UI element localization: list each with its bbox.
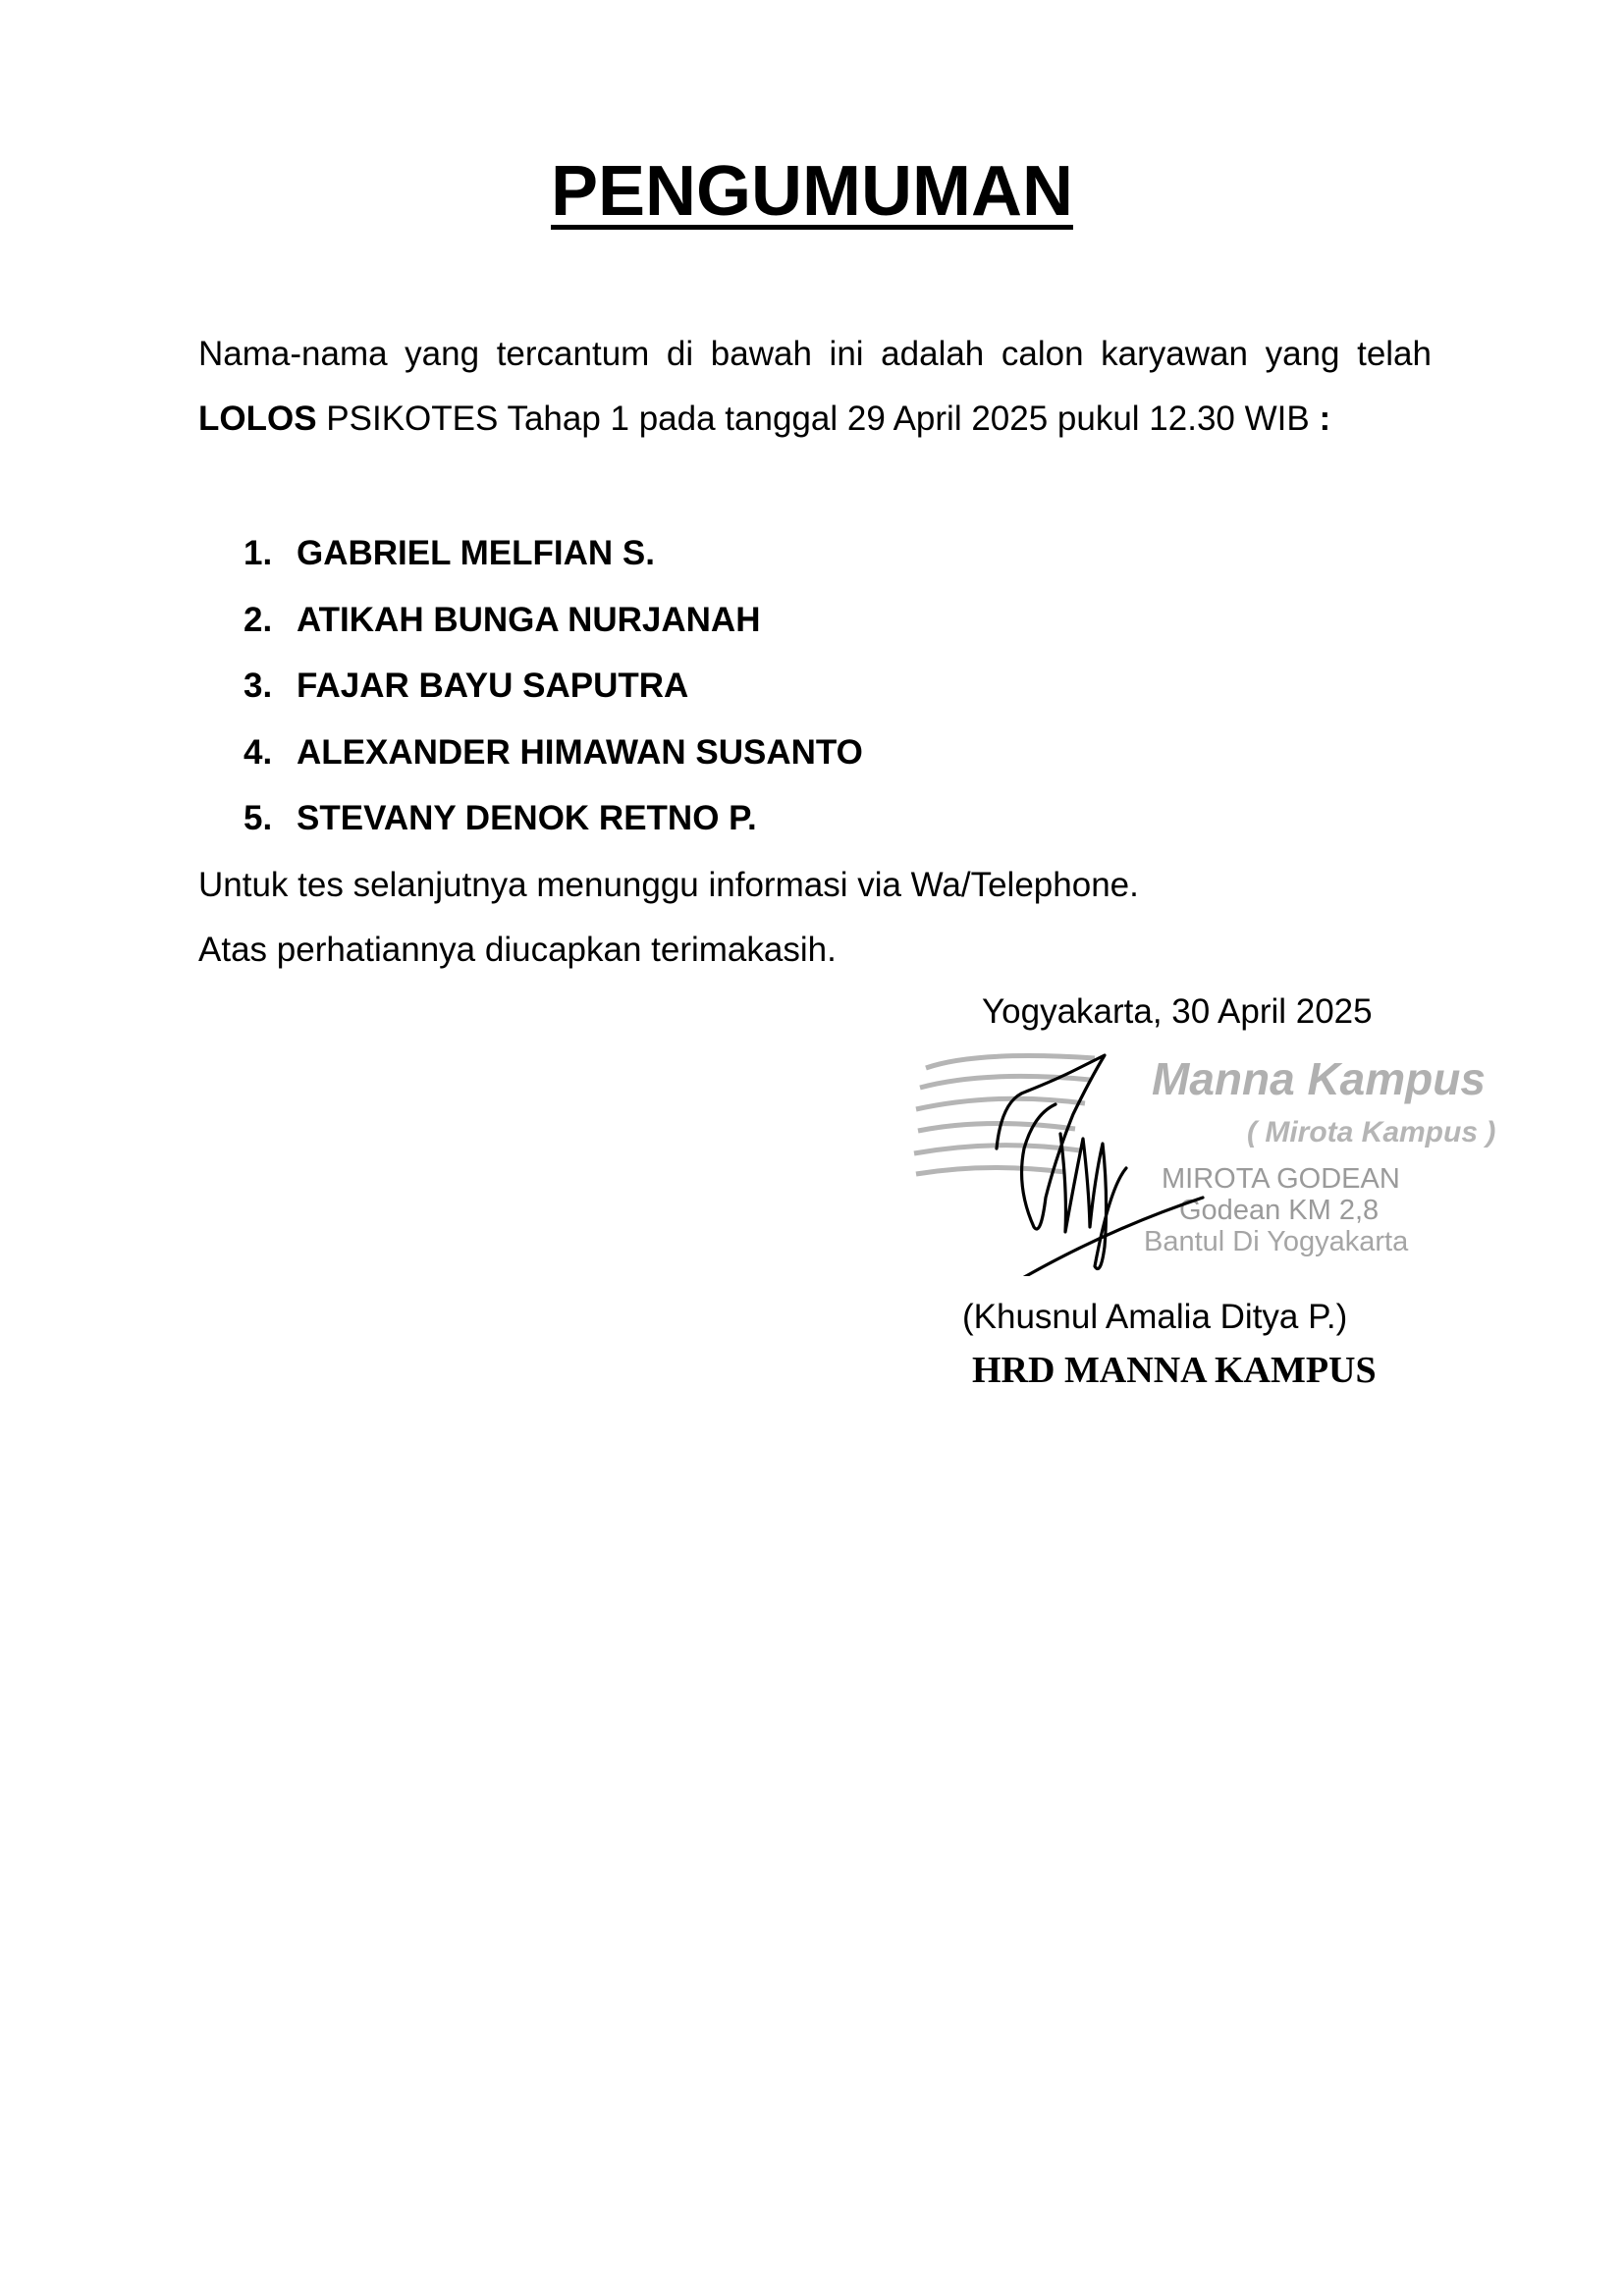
stamp-line-2: ( Mirota Kampus ): [1247, 1116, 1496, 1148]
intro-bold-status: LOLOS: [198, 400, 317, 438]
list-item-number: 1.: [244, 534, 273, 572]
stamp-line-1: Manna Kampus: [1152, 1053, 1486, 1104]
intro-paragraph: [198, 322, 1432, 452]
company-stamp: [908, 1041, 1517, 1276]
organization-name: HRD MANNA KAMPUS: [972, 1350, 1377, 1391]
list-item-name: GABRIEL MELFIAN S.: [297, 534, 655, 572]
list-item-number: 5.: [244, 799, 273, 837]
list-item-number: 3.: [244, 667, 273, 705]
stamp-line-5: Bantul Di Yogyakarta: [1144, 1226, 1409, 1257]
list-item-name: STEVANY DENOK RETNO P.: [297, 799, 757, 837]
candidate-list: [244, 520, 863, 852]
place-date: Yogyakarta, 30 April 2025: [982, 992, 1373, 1031]
thanks-text: Atas perhatiannya diucapkan terimakasih.: [198, 931, 837, 969]
intro-text-end: PSIKOTES Tahap 1 pada tanggal 29 April 2025 pukul 12.30 WIB: [326, 400, 1310, 438]
stamp-line-3: MIROTA GODEAN: [1162, 1163, 1400, 1195]
list-item: [244, 720, 863, 786]
list-item-name: ATIKAH BUNGA NURJANAH: [297, 600, 761, 639]
intro-colon: :: [1319, 400, 1331, 438]
stamp-line-4: Godean KM 2,8: [1179, 1195, 1380, 1226]
signer-name: (Khusnul Amalia Ditya P.): [962, 1298, 1348, 1336]
list-item: [244, 785, 863, 852]
page-title: PENGUMUMAN: [551, 152, 1073, 231]
list-item-name: ALEXANDER HIMAWAN SUSANTO: [297, 732, 863, 772]
list-item-number: 2.: [244, 600, 273, 639]
list-item-name: FAJAR BAYU SAPUTRA: [297, 667, 689, 705]
list-item: [244, 587, 863, 654]
list-item: [244, 653, 863, 720]
list-item-number: 4.: [244, 732, 273, 772]
intro-text-start: Nama-nama yang tercantum di bawah ini adalah calon karyawan yang telah: [198, 335, 1432, 373]
list-item: [244, 520, 863, 587]
next-info-text: Untuk tes selanjutnya menunggu informasi via Wa/Telephone.: [198, 866, 1139, 904]
